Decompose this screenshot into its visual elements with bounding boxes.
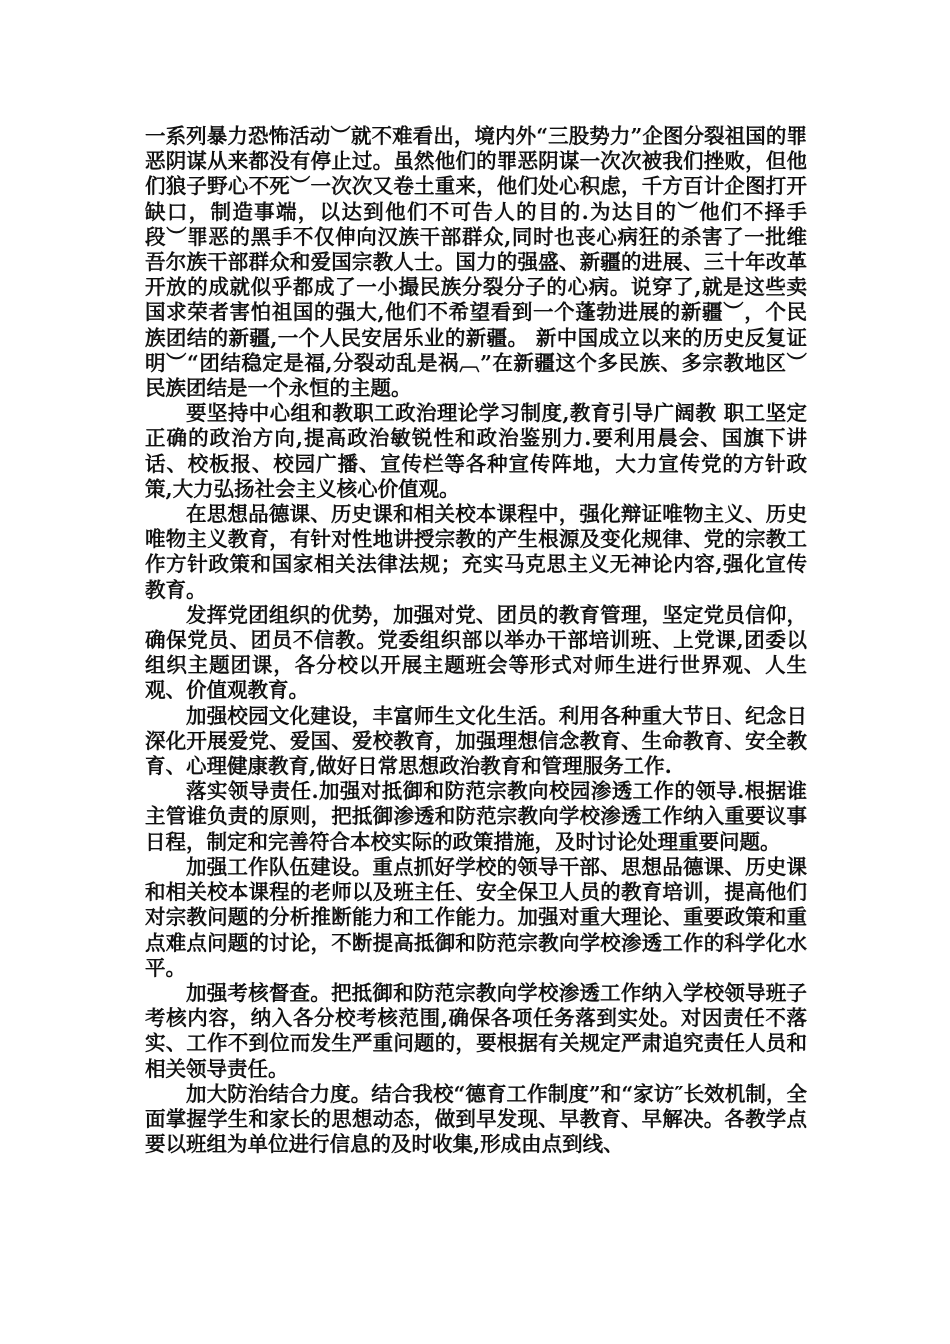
paragraph-5: 加强校园文化建设，丰富师生文化生活。利用各种重大节日、纪念日深化开展爱党、爱国、爱校教育，加强理想信念教育、生命教育、安全教育、心理健康教育,做好日常思想政治教育和管理服务工作. [145,703,807,779]
paragraph-4: 发挥党团组织的优势，加强对党、团员的教育管理，坚定党员信仰，确保党员、团员不信教。党委组织部以举办干部培训班、上党课,团委以组织主题团课，各分校以开展主题班会等形式对师生进行世界观、人生观、价值观教育。 [145,602,807,703]
paragraph-2: 要坚持中心组和教职工政治理论学习制度,教育引导广阔教 职工坚定正确的政治方向,提高政治敏锐性和政治鉴别力.要利用晨会、国旗下讲话、校板报、校园广播、宣传栏等各种宣传阵地，大力宣传党的方针政策,大力弘扬社会主义核心价值观。 [145,401,807,501]
paragraph-6: 落实领导责任.加强对抵御和防范宗教向校园渗透工作的领导.根据谁主管谁负责的原则，把抵御渗透和防范宗教向学校渗透工作纳入重要议事日程，制定和完善符合本校实际的政策措施，及时讨论处理重要问题。 [145,779,807,854]
document-page [145,124,807,1157]
paragraph-9: 加大防治结合力度。结合我校“德育工作制度”和“家访″长效机制，全面掌握学生和家长的思想动态，做到早发现、早教育、早解决。各教学点要以班组为单位进行信息的及时收集,形成由点到线、 [145,1081,807,1157]
paragraph-3: 在思想品德课、历史课和相关校本课程中，强化辩证唯物主义、历史唯物主义教育，有针对性地讲授宗教的产生根源及变化规律、党的宗教工作方针政策和国家相关法律法规；充实马克思主义无神论内容,强化宣传教育。 [145,502,807,602]
paragraph-7: 加强工作队伍建设。重点抓好学校的领导干部、思想品德课、历史课和相关校本课程的老师以及班主任、安全保卫人员的教育培训，提高他们对宗教问题的分析推断能力和工作能力。加强对重大理论、重要政策和重点难点问题的讨论，不断提高抵御和防范宗教向学校渗透工作的科学化水平。 [145,854,807,980]
paragraph-8: 加强考核督查。把抵御和防范宗教向学校渗透工作纳入学校领导班子考核内容，纳入各分校考核范围,确保各项任务落到实处。对因责任不落实、工作不到位而发生严重问题的，要根据有关规定严肃追究责任人员和相关领导责任。 [145,980,807,1081]
paragraph-1: 一系列暴力恐怖活动︶就不难看出，境内外“三股势力”企图分裂祖国的罪恶阴谋从来都没有停止过。虽然他们的罪恶阴谋一次次被我们挫败，但他们狼子野心不死︶一次次又卷土重来，他们处心积虑，千方百计企图打开缺口，制造事端，以达到他们不可告人的目的.为达目的︶他们不择手段︶罪恶的黑手不仅伸向汉族干部群众,同时也丧心病狂的杀害了一批维吾尔族干部群众和爱国宗教人士。国力的强盛、新疆的进展、三十年改革开放的成就似乎都成了一小撮民族分裂分子的心病。说穿了,就是这些卖国求荣者害怕祖国的强大,他们不希望看到一个蓬勃进展的新疆︶，个民族团结的新疆,一个人民安居乐业的新疆。 新中国成立以来的历史反复证明︶“团结稳定是福,分裂动乱是祸︹”在新疆这个多民族、多宗教地区︶民族团结是一个永恒的主题。 [145,124,807,401]
